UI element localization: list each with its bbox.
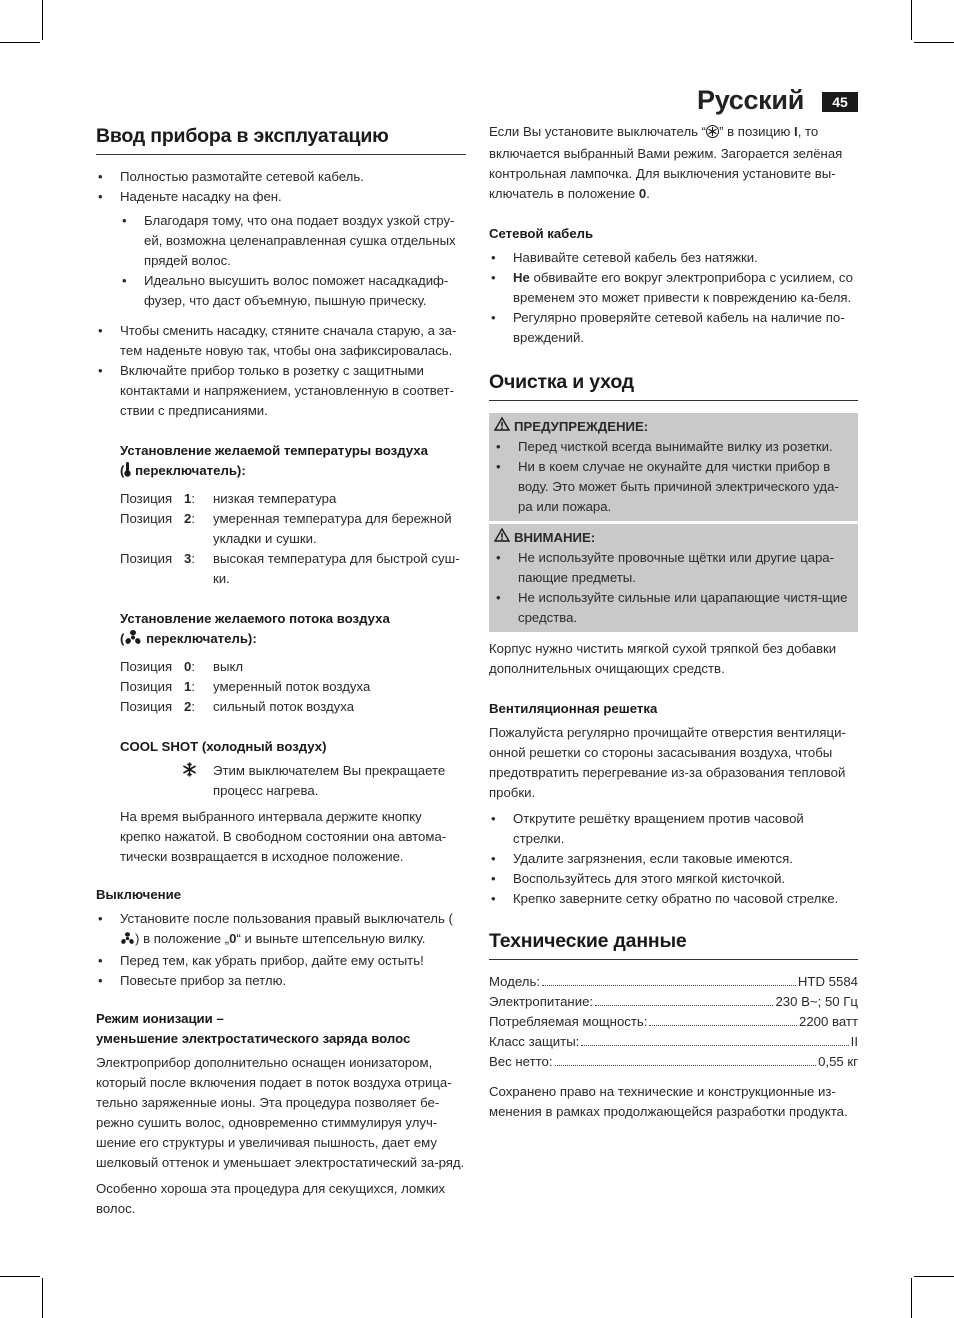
cable-list — [489, 248, 858, 348]
right-column — [489, 122, 858, 1122]
list-item: • Установите после пользования правый выключатель () в положение „0“ и выньте штепсельную вилку. — [96, 909, 466, 951]
crop-mark — [911, 1278, 912, 1318]
temperature-position-row: Позиция 2: умеренная температура для бережной укладки и сушки. — [120, 511, 452, 546]
list-item: • Регулярно проверяйте сетевой кабель на наличие по-вреждений. — [489, 308, 858, 348]
warning-triangle-icon — [494, 417, 510, 437]
section-title-cleaning: Очистка и уход — [489, 368, 858, 401]
fan-icon — [124, 630, 142, 651]
list-item: • Не обвивайте его вокруг электроприбора с усилием, со временем это может привести к повреждению ка-беля. — [489, 268, 858, 308]
cool-shot-title: COOL SHOT (холодный воздух) — [120, 739, 327, 754]
rights-paragraph: Сохранено право на технические и конструкционные из-менения в рамках продолжающейся разработки продукта. — [489, 1084, 848, 1119]
page-number: 45 — [822, 92, 858, 112]
section-title-startup: Ввод прибора в эксплуатацию — [96, 122, 466, 155]
list-item: • Перед чисткой всегда вынимайте вилку из розетки. — [494, 437, 850, 457]
airflow-position-row: Позиция 1: умеренный поток воздуха — [120, 679, 371, 694]
caution-box — [489, 524, 858, 632]
cable-title: Сетевой кабель — [489, 226, 594, 241]
crop-mark — [42, 1278, 43, 1318]
list-item: • Ни в коем случае не окунайте для чистки прибор в воду. Это может быть причиной электрического уда-ра или пожара. — [494, 457, 850, 517]
crop-mark — [911, 0, 912, 40]
list-item: • Наденьте насадку на фен. — [96, 187, 466, 207]
left-column — [96, 122, 466, 1219]
temperature-position-row: Позиция 1: низкая температура — [120, 491, 337, 506]
switch-intro-paragraph: Если Вы установите выключатель “ ” в позицию I, то включается выбранный Вами режим. Загорается зелёная контрольная лампочка. Для выключения установите вы-ключатель в положение 0. — [489, 124, 843, 201]
airflow-position-row: Позиция 2: сильный поток воздуха — [120, 699, 355, 714]
list-item: • Открутите решётку вращением против часовой стрелки. — [489, 809, 858, 849]
list-item: • Благодаря тому, что она подает воздух узкой стру-ей, возможна целенаправленная сушка отдельных прядей волос. — [120, 211, 466, 271]
temperature-title-line2: ( переключатель): — [120, 461, 466, 483]
cool-shot-paragraph: На время выбранного интервала держите кнопку крепко нажатой. В свободном состоянии она автома-тически возвращается в исходное положение. — [120, 809, 447, 864]
warning-list — [494, 437, 850, 517]
ionization-subtitle: уменьшение электростатического заряда волос — [96, 1031, 411, 1046]
warning-title: ПРЕДУПРЕЖДЕНИЕ: — [494, 417, 850, 437]
startup-list-2 — [96, 321, 466, 421]
list-item: • Воспользуйтесь для этого мягкой кисточкой. — [489, 869, 858, 889]
list-item: • Крепко заверните сетку обратно по часовой стрелке. — [489, 889, 858, 909]
ionization-title: Режим ионизации – — [96, 1011, 224, 1026]
attachment-sublist — [120, 211, 466, 311]
spec-row: Электропитание: 230 В~; 50 Гц — [489, 994, 858, 1009]
list-item: • Чтобы сменить насадку, стяните сначала старую, а за-тем наденьте новую так, чтобы она зафиксировалась. — [96, 321, 466, 361]
caution-list — [494, 548, 850, 628]
snowflake-icon — [120, 761, 213, 801]
vent-paragraph: Пожалуйста регулярно прочищайте отверстия вентиляци-онной решетки со стороны засасывания воздуха, чтобы предотвратить перегревание из-за образования тепловой пробки. — [489, 725, 846, 800]
spec-row: Класс защиты: II — [489, 1034, 858, 1049]
crop-mark — [0, 1276, 40, 1277]
page-language-title: Русский — [697, 85, 804, 115]
fan-icon — [120, 931, 135, 951]
list-item: • Навивайте сетевой кабель без натяжки. — [489, 248, 858, 268]
vent-title: Вентиляционная решетка — [489, 701, 658, 716]
cool-shot-icon — [706, 124, 719, 144]
ionization-paragraph: Электроприбор дополнительно оснащен ионизатором, который после включения подает в поток воздуха отрица-тельно заряженные ионы. Эта процедура позволяет бе-режно сушить волос, одновременно стиммулируя улуч-шение его структуры и увеличивая пышность, дает ему шелковый оттенок и уменьшает электростатический за-ряд. — [96, 1055, 465, 1170]
section-title-tech-data: Технические данные — [489, 927, 858, 960]
vent-list — [489, 809, 858, 909]
crop-mark — [42, 0, 43, 40]
list-item: • Не используйте провочные щётки или другие цара-пающие предметы. — [494, 548, 850, 588]
caution-title: ВНИМАНИЕ: — [494, 528, 850, 548]
spec-row: Потребляемая мощность: 2200 ватт — [489, 1014, 858, 1029]
spec-row: Модель: HTD 5584 — [489, 974, 858, 989]
list-item: • Полностью размотайте сетевой кабель. — [96, 167, 466, 187]
warning-triangle-icon — [494, 528, 510, 548]
list-item: • Не используйте сильные или царапающие чистя-щие средства. — [494, 588, 850, 628]
spec-row: Вес нетто: 0,55 кг — [489, 1054, 858, 1069]
airflow-title-line2: ( переключатель): — [120, 629, 466, 651]
list-item: • Включайте прибор только в розетку с защитными контактами и напряжением, установленную в соответ-ствии с предписаниями. — [96, 361, 466, 421]
list-item: • Удалите загрязнения, если таковые имеются. — [489, 849, 858, 869]
list-item: • Перед тем, как убрать прибор, дайте ему остыть! — [96, 951, 466, 971]
switch-off-list — [96, 909, 466, 991]
crop-mark — [914, 42, 954, 43]
switch-off-title: Выключение — [96, 887, 182, 902]
crop-mark — [0, 42, 40, 43]
cool-shot-row: Этим выключателем Вы прекращаете процесс нагрева. — [120, 761, 466, 801]
list-item: • Идеально высушить волос поможет насадкадиф-фузер, что даст объемную, пышную прическу. — [120, 271, 466, 311]
airflow-position-row: Позиция 0: выкл — [120, 659, 244, 674]
ionization-paragraph-2: Особенно хороша эта процедура для секущихся, ломких волос. — [96, 1181, 446, 1216]
temperature-title: Установление желаемой температуры воздуха — [120, 443, 428, 458]
warning-box — [489, 413, 858, 521]
list-item: • Повесьте прибор за петлю. — [96, 971, 466, 991]
temperature-position-row: Позиция 3: высокая температура для быстрой суш-ки. — [120, 551, 460, 586]
startup-list — [96, 167, 466, 207]
airflow-title: Установление желаемого потока воздуха — [120, 611, 390, 626]
housing-cleaning-paragraph: Корпус нужно чистить мягкой сухой тряпкой без добавки дополнительных очищающих средств. — [489, 641, 837, 676]
crop-mark — [914, 1276, 954, 1277]
